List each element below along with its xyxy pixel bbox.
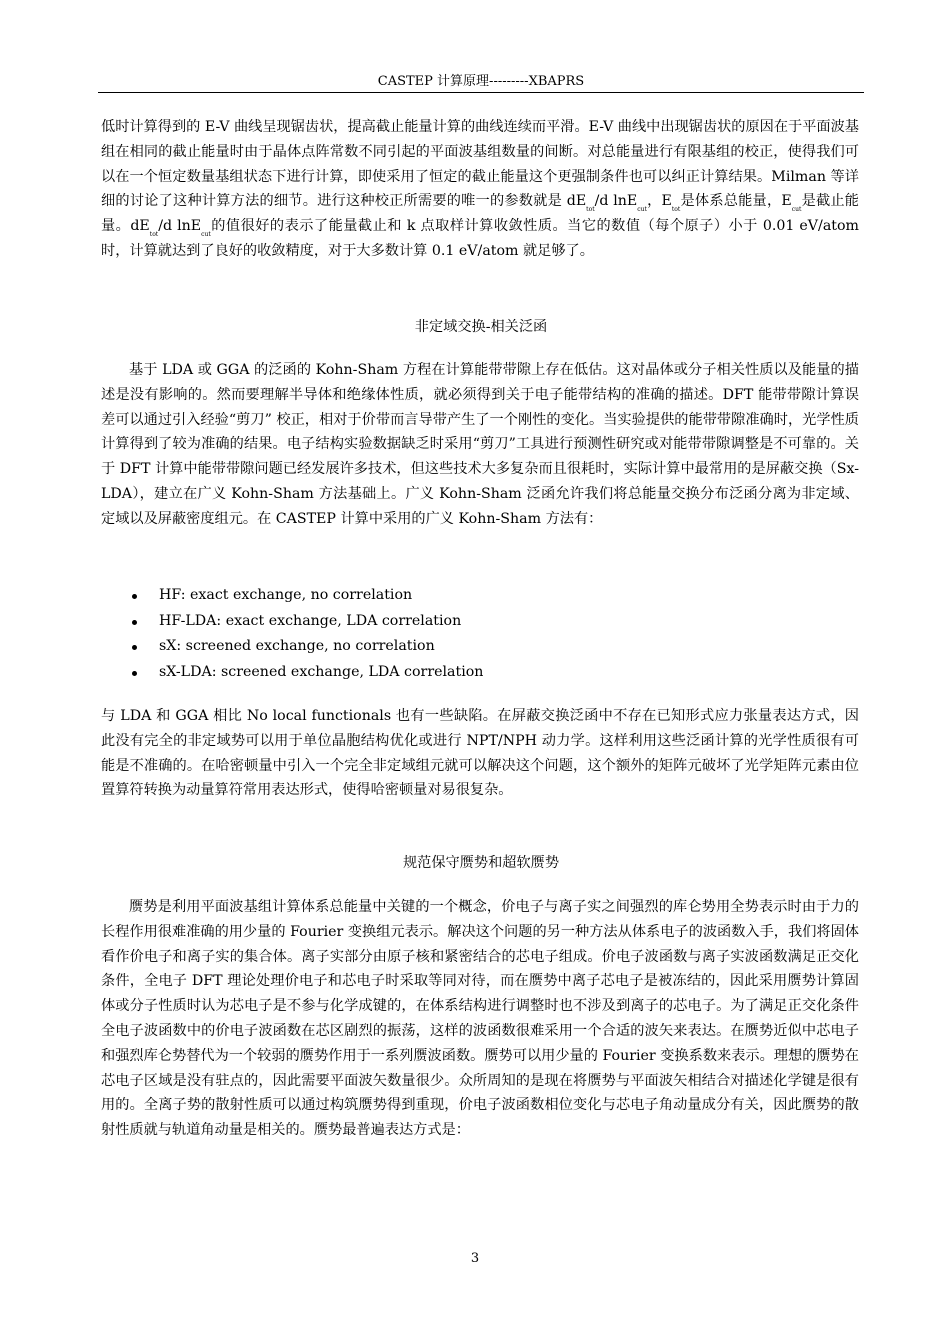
para1-text-c: ，E — [646, 193, 672, 210]
subscript-cut: cut — [201, 231, 211, 239]
subscript-tot: tot — [671, 206, 681, 214]
list-item — [101, 634, 801, 660]
section-title-nonlocal-exchange: 非定域交换-相关泛函 — [414, 319, 548, 335]
para1-text-a: 低时计算得到的 E-V 曲线呈现锯齿状，提高截止能量计算的曲线连续而平滑。E-V 曲线中出现锯齿状的原因在于平面波基组在相同的截止能量时由于晶体点阵常数不同引起的平面波基组数量的间断。对总能量进行有限基组的校正，使得我们可以在一个恒定数量基组状态下进行计算，即使采用了恒定的截止能量这个更强制条件也可以纠正计算结果。Milman 等详细的讨论了这种计算方法的细节。进行这种校正所需要的唯一的参数就是 dE — [101, 119, 859, 210]
list-item — [101, 583, 801, 609]
list-item-label: HF: exact exchange, no correlation — [159, 587, 413, 603]
bullet-icon — [132, 645, 137, 650]
page-header: CASTEP 计算原理---------XBAPRS — [377, 74, 585, 89]
list-item-label: sX-LDA: screened exchange, LDA correlation — [159, 663, 484, 680]
subscript-cut: cut — [791, 206, 802, 214]
list-item-label: HF-LDA: exact exchange, LDA correlation — [159, 612, 462, 629]
paragraph-nonlocal-exchange: 基于 LDA 或 GGA 的泛函的 Kohn-Sham 方程在计算能带带隙上存在低估。这对晶体或分子相关性质以及能量的描述是没有影响的。然而要理解半导体和绝缘体性质，就必须得到关于电子能带结构的准确的描述。DFT 能带带隙计算误差可以通过引入经验“剪刀” 校正，相对于价带而言导带产生了一个刚性的变化。当实验提供的能带带隙准确时，光学性质计算得到了较为准确的结果。电子结构实验数据缺乏时采用“剪刀”工具进行预测性研究或对能带带隙调整是不可靠的。关于 DFT 计算中能带带隙问题已经发展许多技术，但这些技术大多复杂而且很耗时，实际计算中最常用的是屏蔽交换（Sx-LDA），建立在广义 Kohn-Sham 方法基础上。广义 Kohn-Sham 泛函允许我们将总能量交换分布泛函分离为非定域、定域以及屏蔽密度组元。在 CASTEP 计算中采用的广义 Kohn-Sham 方法有： — [101, 362, 859, 527]
list-item-label: sX: screened exchange, no correlation — [159, 638, 435, 654]
bullet-icon — [132, 671, 137, 676]
para1-text-f: /d lnE — [158, 218, 202, 235]
list-item — [101, 660, 801, 686]
list-item — [101, 609, 801, 635]
paragraph-convergence — [101, 115, 859, 264]
subscript-cut: cut — [637, 206, 647, 214]
bullet-icon — [132, 620, 137, 625]
para1-text-e: 是截止能量。dE — [101, 193, 859, 235]
paragraph-pseudopotentials: 赝势是利用平面波基组计算体系总能量中关键的一个概念，价电子与离子实之间强烈的库仑势用全势表示时由于力的长程作用很难准确的用少量的 Fourier 变换组元表示。解决这个问题的另一种方法从体系电子的波函数入手，我们将固体看作价电子和离子实的集合体。离子实部分由原子核和紧密结合的芯电子组成。价电子波函数与离子实波函数满足正交化条件，全电子 DFT 理论处理价电子和芯电子时采取等同对待，而在赝势中离子芯电子是被冻结的，因此采用赝势计算固体或分子性质时认为芯电子是不参与化学成键的，在体系结构进行调整时也不涉及到离子的芯电子。为了满足正交化条件全电子波函数中的价电子波函数在芯区剧烈的振荡，这样的波函数很难采用一个合适的波矢来表达。在赝势近似中芯电子和强烈库仑势替代为一个较弱的赝势作用于一系列赝波函数。赝势可以用少量的 Fourier 变换系数来表示。理想的赝势在芯电子区域是没有驻点的，因此需要平面波矢数量很少。众所周知的是现在将赝势与平面波矢相结合对描述化学键是很有用的。全离子势的散射性质可以通过构筑赝势得到重现，价电子波函数相位变化与芯电子角动量成分有关，因此赝势的散射性质就与轨道角动量是相关的。赝势最普遍表达方式是： — [101, 899, 859, 1139]
subscript-tot: tot — [149, 231, 159, 239]
subscript-tot: tot — [586, 206, 595, 214]
paragraph-nonlocal-drawbacks: 与 LDA 和 GGA 相比 No local functionals 也有一些缺陷。在屏蔽交换泛函中不存在已知形式应力张量表达方式，因此没有完全的非定域势可以用于单位晶胞结构优化或进行 NPT/NPH 动力学。这样利用这些泛函计算的光学性质很有可能是不准确的。在哈密顿量中引入一个完全非定域组元就可以解决这个问题，这个额外的矩阵元破坏了光学矩阵元素由位置算符转换为动量算符常用表达形式，使得哈密顿量对易很复杂。 — [101, 708, 859, 799]
section-title-pseudopotentials: 规范保守赝势和超软赝势 — [402, 855, 560, 871]
para1-text-b: /d lnE — [594, 193, 638, 210]
para1-text-g: 的值很好的表示了能量截止和 k 点取样计算收敛性质。当它的数值（每个原子）小于 0.01 eV/atom 时，计算就达到了良好的收敛精度，对于大多数计算 0.1 eV/atom 就足够了。 — [101, 218, 859, 259]
bullet-icon — [132, 594, 137, 599]
para1-text-d: 是体系总能量，E — [680, 193, 792, 210]
page-number: 3 — [470, 1251, 480, 1266]
header-rule — [98, 92, 864, 93]
functional-list — [101, 583, 801, 685]
